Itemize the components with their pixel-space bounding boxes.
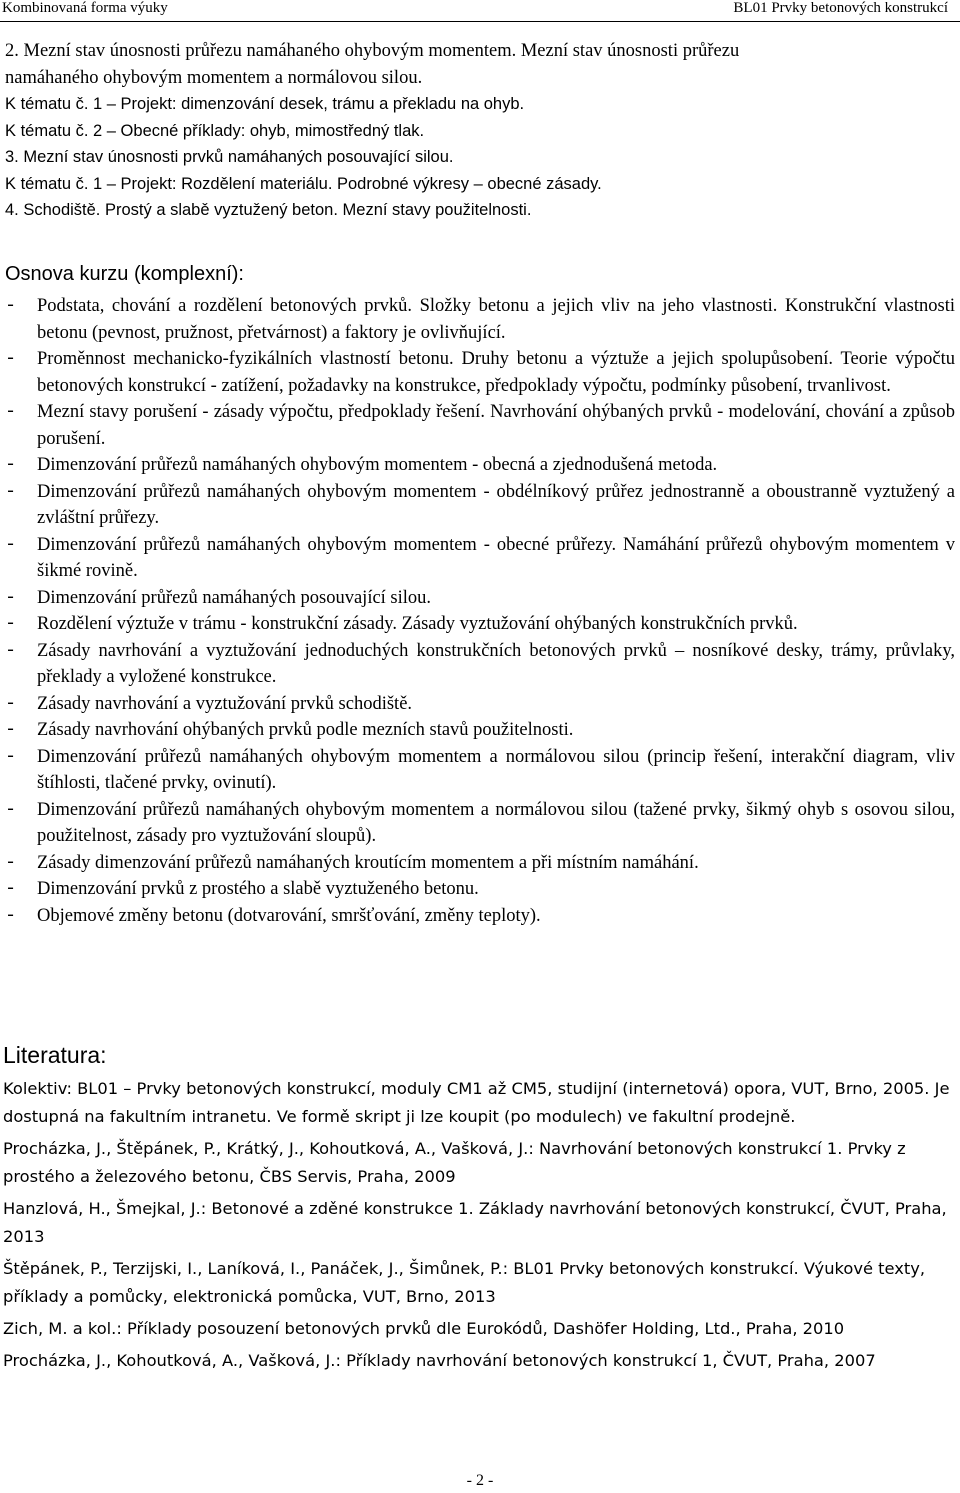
list-item [5,452,955,479]
dash-bullet-icon: - [5,904,17,926]
list-item-text: Zásady navrhování ohýbaných prvků podle mezních stavů použitelnosti. [37,720,574,740]
list-item [5,744,955,797]
list-item-text: Zásady navrhování a vyztužování jednoduchých konstrukčních betonových prvků – nosníkové desky, trámy, průvlaky, překlady a vyložené konstrukce. [37,640,955,687]
literatura-list [3,1075,955,1379]
topic-line: 2. Mezní stav únosnosti průřezu namáhaného ohybovým momentem. Mezní stav únosnosti průřezu [5,41,740,61]
list-item [5,293,955,346]
dash-bullet-icon: - [5,851,17,873]
list-item [5,850,955,877]
list-item-text: Zásady dimenzování průřezů namáhaných kroutícím momentem a při místním namáhání. [37,852,699,873]
dash-bullet-icon: - [5,745,17,767]
list-item [5,346,955,399]
list-item [5,797,955,850]
dash-bullet-icon: - [5,613,17,634]
list-item [5,638,955,691]
list-item [5,611,955,638]
list-item-text: Dimenzování průřezů namáhaných ohybovým momentem - obecné průřezy. Namáhání průřezů ohybovým momentem v šikmé rovině. [37,534,955,581]
dash-bullet-icon: - [5,295,17,316]
dash-bullet-icon: - [5,639,17,661]
header-right: BL01 Prvky betonových konstrukcí [733,0,948,16]
osnova-heading: Osnova kurzu (komplexní): [5,263,244,285]
list-item [5,717,955,744]
topic-line: K tématu č. 1 – Projekt: dimenzování desek, trámu a překladu na ohyb. [5,95,525,113]
dash-bullet-icon: - [5,878,17,899]
literatura-heading: Literatura: [3,1042,107,1068]
topic-line: K tématu č. 2 – Obecné příklady: ohyb, mimostředný tlak. [5,121,425,140]
dash-bullet-icon: - [5,401,17,422]
list-item-text: Objemové změny betonu (dotvarování, smršťování, změny teploty). [37,905,541,926]
list-item-text: Dimenzování průřezů namáhaných ohybovým momentem - obdélníkový průřez jednostranně a oboustranně vyztužený a zvláštní průřezy. [37,481,955,528]
dash-bullet-icon: - [5,692,17,714]
list-item-text: Proměnnost mechanicko-fyzikálních vlastností betonu. Druhy betonu a výztuže a jejich spolupůsobení. Teorie výpočtu betonových konstrukcí - zatížení, požadavky na konstrukce, předpoklady výpočtu, podmínky působení, trvanlivost. [37,349,955,396]
list-item-text: Zásady navrhování a vyztužování prvků schodiště. [37,693,413,714]
topic-line: 4. Schodiště. Prostý a slabě vyztužený beton. Mezní stavy použitelnosti. [5,201,532,219]
dash-bullet-icon: - [5,533,17,555]
list-item [5,691,955,718]
reference-item: Kolektiv: BL01 – Prvky betonových konstrukcí, moduly CM1 až CM5, studijní (internetová) opora, VUT, Brno, 2005. Je dostupná na fakultním intranetu. Ve formě skript ji lze koupit (po modulech) ve fakultní prodejně. [3,1079,950,1126]
list-item-text: Dimenzování prvků z prostého a slabě vyztuženého betonu. [37,879,479,899]
list-item-text: Podstata, chování a rozdělení betonových prvků. Složky betonu a jejich vliv na jeho vlastnosti. Konstrukční vlastnosti betonu (pevnost, pružnost, přetvárnost) a faktory je ovlivňující. [37,296,955,343]
course-outline-list [5,293,955,929]
reference-item: Zich, M. a kol.: Příklady posouzení betonových prvků dle Eurokódů, Dashöfer Holding, Ltd., Praha, 2010 [3,1319,845,1338]
list-item-text: Dimenzování průřezů namáhaných ohybovým momentem a normálovou silou (princip řešení, interakční diagram, vliv štíhlosti, tlačené prvky, ovinutí). [37,746,955,793]
list-item [5,585,955,612]
topic-line: 3. Mezní stav únosnosti prvků namáhaných posouvající silou. [5,148,454,166]
list-item [5,876,955,903]
reference-item: Hanzlová, H., Šmejkal, J.: Betonové a zděné konstrukce 1. Základy navrhování betonových konstrukcí, ČVUT, Praha, 2013 [3,1199,947,1246]
list-item [5,532,955,585]
topic-line: K tématu č. 1 – Projekt: Rozdělení materiálu. Podrobné výkresy – obecné zásady. [5,174,602,193]
reference-item: Štěpánek, P., Terzijski, I., Laníková, I., Panáček, J., Šimůnek, P.: BL01 Prvky betonových konstrukcí. Výukové texty, příklady a pomůcky, elektronická pomůcka, VUT, Brno, 2013 [3,1259,926,1306]
reference-item: Procházka, J., Kohoutková, A., Vašková, J.: Příklady navrhování betonových konstrukcí 1, ČVUT, Praha, 2007 [3,1351,876,1370]
dash-bullet-icon: - [5,348,17,369]
header-left: Kombinovaná forma výuky [2,0,168,16]
reference-item: Procházka, J., Štěpánek, P., Krátký, J., Kohoutková, A., Vašková, J.: Navrhování betonových konstrukcí 1. Prvky z prostého a železového betonu, ČBS Servis, Praha, 2009 [3,1139,906,1186]
list-item-text: Mezní stavy porušení - zásady výpočtu, předpoklady řešení. Navrhování ohýbaných prvků - modelování, chování a způsob porušení. [37,402,955,449]
dash-bullet-icon: - [5,454,17,475]
page-number: - 2 - [466,1472,494,1489]
dash-bullet-icon: - [5,586,17,608]
list-item-text: Rozdělení výztuže v trámu - konstrukční zásady. Zásady vyztužování ohýbaných konstrukčních prvků. [37,614,798,634]
list-item [5,399,955,452]
list-item-text: Dimenzování průřezů namáhaných posouvající silou. [37,587,432,608]
dash-bullet-icon: - [5,798,17,820]
topics-continuation [5,38,955,224]
list-item-text: Dimenzování průřezů namáhaných ohybovým momentem a normálovou silou (tažené prvky, šikmý ohyb s osovou silou, použitelnost, zásady pro vyztužování sloupů). [37,799,955,846]
list-item [5,479,955,532]
topic-line: namáhaného ohybovým momentem a normálovou silou. [5,67,423,88]
list-item [5,903,955,930]
page-header [0,0,960,22]
dash-bullet-icon: - [5,719,17,740]
list-item-text: Dimenzování průřezů namáhaných ohybovým momentem - obecná a zjednodušená metoda. [37,455,718,475]
dash-bullet-icon: - [5,480,17,502]
